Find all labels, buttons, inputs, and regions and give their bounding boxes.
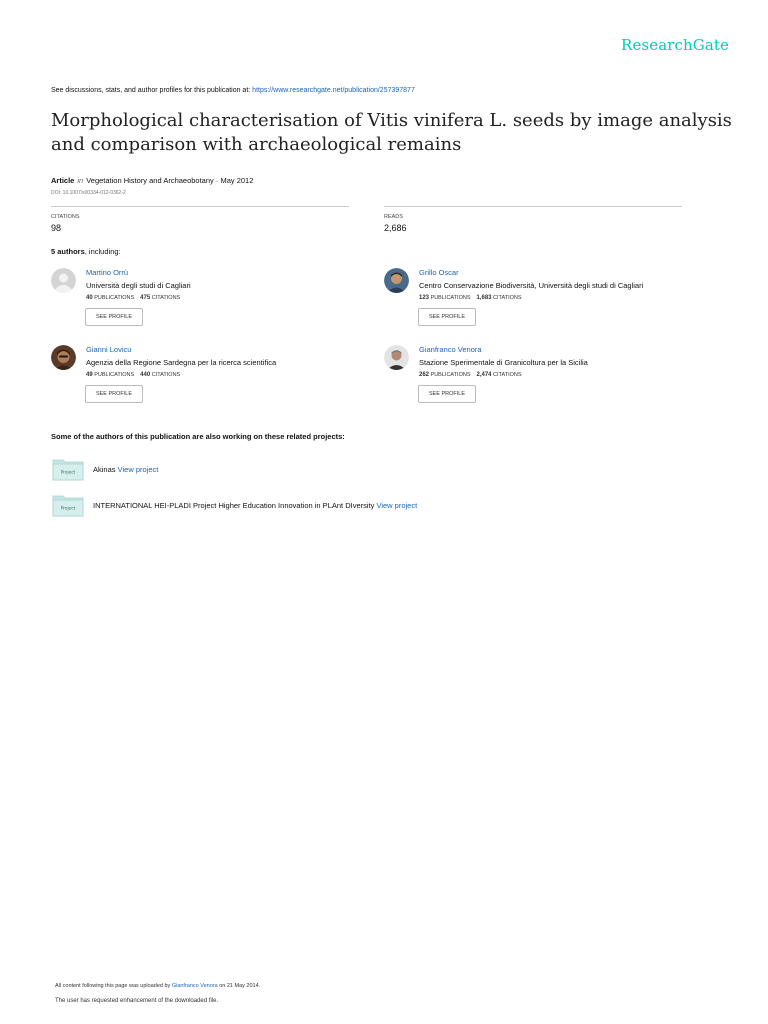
- author-citations-label: CITATIONS: [151, 295, 181, 301]
- paper-title: Morphological characterisation of Vitis vinifera L. seeds by image analysis and comparison with archaeological remains: [51, 110, 732, 155]
- author-citations-count: 2,474: [476, 372, 492, 378]
- author-photo[interactable]: [384, 268, 409, 293]
- upload-note: [55, 983, 260, 989]
- see-profile-button[interactable]: SEE PROFILE: [85, 385, 143, 403]
- project-icon-label: Project: [60, 505, 76, 511]
- reads-stat: [384, 206, 682, 233]
- citations-stat: [51, 206, 349, 233]
- researchgate-logo[interactable]: ResearchGate: [621, 36, 729, 54]
- publications-label: PUBLICATIONS: [430, 295, 471, 301]
- enhancement-note: The user has requested enhancement of the downloaded file.: [55, 998, 219, 1004]
- article-type: Article: [51, 176, 75, 185]
- see-profile-button[interactable]: SEE PROFILE: [85, 308, 143, 326]
- uploader-link[interactable]: Gianfranco Venora: [171, 983, 218, 989]
- authors-heading: [51, 247, 121, 256]
- author-affiliation: Università degli studi di Cagliari: [86, 281, 191, 290]
- related-projects-heading: Some of the authors of this publication are also working on these related projects:: [51, 432, 345, 441]
- publications-count: 123: [419, 295, 430, 301]
- publications-count: 49: [86, 372, 93, 378]
- project-text: [93, 465, 158, 474]
- publications-label: PUBLICATIONS: [430, 372, 471, 378]
- reads-count: 2,686: [384, 223, 407, 233]
- author-citations-count: 475: [140, 295, 151, 301]
- author-affiliation: Stazione Sperimentale di Granicoltura per la Sicilia: [419, 358, 588, 367]
- publication-url-link[interactable]: https://www.researchgate.net/publication/257397877: [252, 87, 415, 94]
- author-citations-label: CITATIONS: [151, 372, 181, 378]
- author-affiliation: Centro Conservazione Biodiversità, Università degli studi di Cagliari: [419, 281, 644, 290]
- project-folder-icon[interactable]: [52, 457, 84, 481]
- author-stats: [86, 372, 180, 378]
- author-citations-count: 1,683: [476, 295, 492, 301]
- default-avatar-icon[interactable]: [51, 268, 76, 293]
- see-profile-button[interactable]: SEE PROFILE: [418, 385, 476, 403]
- project-name: Akinas: [93, 465, 118, 474]
- authors-suffix: , including:: [84, 247, 121, 256]
- citations-count: 98: [51, 223, 62, 233]
- author-citations-label: CITATIONS: [493, 372, 522, 378]
- project-folder-icon[interactable]: [52, 493, 84, 517]
- related-project: [52, 457, 752, 481]
- author-name[interactable]: Gianfranco Venora: [419, 345, 482, 354]
- publications-label: PUBLICATIONS: [94, 372, 135, 378]
- project-icon-label: Project: [60, 469, 76, 475]
- upload-suffix: on 21 May 2014.: [217, 983, 261, 989]
- authors-count: 5 authors: [51, 247, 85, 256]
- author-stats: [419, 372, 522, 378]
- author-stats: [86, 295, 180, 301]
- project-text: [93, 501, 417, 510]
- view-project-link[interactable]: View project: [117, 465, 159, 474]
- author-citations-label: CITATIONS: [493, 295, 522, 301]
- reads-label: READS: [384, 214, 403, 220]
- in-word: in: [77, 176, 84, 185]
- doi: DOI: 10.1007/s00334-012-0362-2: [51, 190, 126, 196]
- publications-label: PUBLICATIONS: [94, 295, 135, 301]
- author-name[interactable]: Grillo Oscar: [419, 268, 459, 277]
- related-project: [52, 493, 752, 517]
- project-name: INTERNATIONAL HEI-PLADI Project Higher Education Innovation in PLAnt DIversity: [93, 501, 377, 510]
- see-profile-button[interactable]: SEE PROFILE: [418, 308, 476, 326]
- publications-count: 262: [419, 372, 430, 378]
- article-meta: [51, 176, 253, 185]
- publications-count: 40: [86, 295, 93, 301]
- author-name[interactable]: Gianni Lovicu: [86, 345, 132, 354]
- citations-label: CITATIONS: [51, 214, 80, 220]
- author-photo[interactable]: [51, 345, 76, 370]
- author-affiliation: Agenzia della Regione Sardegna per la ricerca scientifica: [86, 358, 277, 367]
- discussions-line: [51, 87, 415, 94]
- journal-venue[interactable]: Vegetation History and Archaeobotany · May 2012: [86, 176, 254, 185]
- view-project-link[interactable]: View project: [376, 501, 418, 510]
- author-photo[interactable]: [384, 345, 409, 370]
- author-name[interactable]: Martino Orrù: [86, 268, 129, 277]
- author-stats: [419, 295, 522, 301]
- author-citations-count: 440: [140, 372, 151, 378]
- discussions-prefix: See discussions, stats, and author profiles for this publication at:: [51, 87, 253, 94]
- upload-prefix: All content following this page was uploaded by: [55, 983, 172, 989]
